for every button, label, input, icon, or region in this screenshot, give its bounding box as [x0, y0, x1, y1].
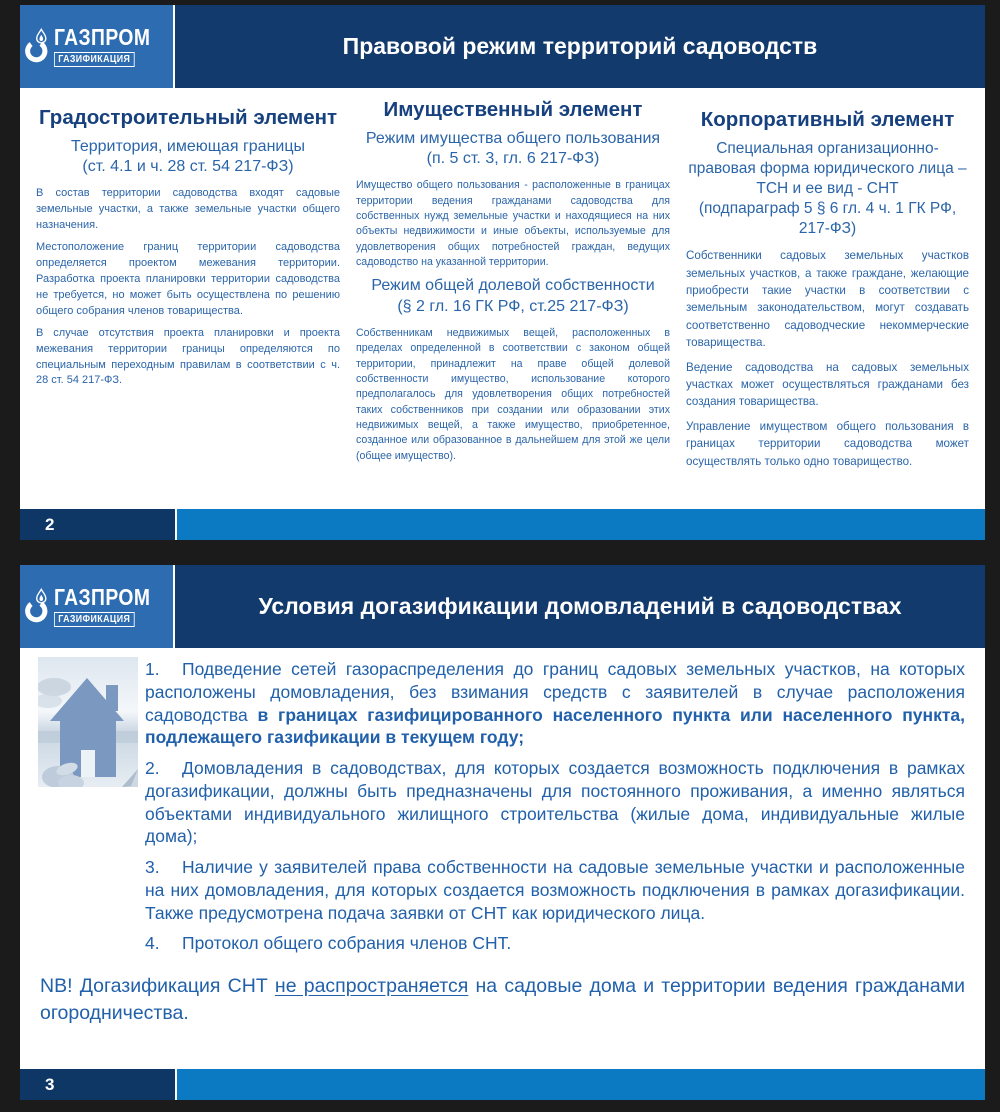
column-heading: Градостроительный элемент [38, 106, 338, 129]
list-item-number: 1. [145, 659, 160, 679]
conditions-list [145, 658, 965, 955]
list-item-text: Домовладения в садоводствах, для которых создается возможность подключения в рамках догазификации, должны быть предназначены для постоянного проживания, а именно являться объектами индивидуального жилищного строительства (жилые дома, индивидуальные жилые дома); [145, 758, 965, 847]
gazprom-flame-icon [24, 14, 51, 80]
list-item [145, 658, 965, 749]
column-subheading: Территория, имеющая границы [70, 137, 306, 155]
column-subheading: Режим общей долевой собственности [371, 277, 655, 295]
list-item-number: 4. [145, 933, 160, 954]
column-body [686, 247, 969, 470]
logo-division-label: ГАЗИФИКАЦИЯ [54, 52, 134, 68]
slide2-content [20, 648, 985, 1069]
slide1-header [20, 5, 985, 88]
list-item-text: Наличие у заявителей права собственности на садовые земельные участки и расположенные на них домовладения, для которых создается возможность подключения в рамках догазификации. Также предусмотрена подача заявки от СНТ как юридического лица. [145, 857, 965, 923]
page-number: 2 [20, 509, 177, 540]
slide2-header [20, 565, 985, 648]
column-heading: Имущественный элемент [383, 98, 643, 121]
column-subheading-ref: (§ 2 гл. 16 ГК РФ, ст.25 217-ФЗ) [397, 298, 629, 316]
slide-legal-regime [20, 5, 985, 540]
slide1-footer [20, 509, 985, 540]
paragraph: Ведение садоводства на садовых земельных участках может осуществляться гражданами без создания товарищества. [686, 360, 969, 409]
house-photo [38, 657, 138, 787]
paragraph: Собственники садовых земельных участков земельных участков, а также граждане, желающие приобрести такие участки в соответствии с земельным законодательством, могут создавать соответственно садоводческие некоммерческие товарищества. [686, 249, 969, 350]
column-subheading: Режим имущества общего пользования [365, 129, 661, 147]
list-item-number: 2. [145, 758, 160, 778]
column-heading: Корпоративный элемент [700, 108, 955, 131]
column-subheading: Специальная организационно-правовая форма юридического лица – ТСН и ее вид - СНТ [688, 139, 967, 197]
paragraph: Местоположение границ территории садоводства определяется проектом межевания территории. Разработка проекта планировки территории садоводства не требуется, но может быть осуществлена по решению общего собрания членов товарищества. [36, 240, 340, 317]
gazprom-logo [20, 5, 175, 88]
paragraph: Собственникам недвижимых вещей, расположенных в пределах определенной в соответствии с законом общей территории, принадлежит на праве общей долевой собственности имущество, использование которого предполагалось для удовлетворения общих потребностей таких собственников при создании или образовании этих недвижимых вещей, а также имущество, приобретенное, созданное или образованное в дальнейшем для этой же цели (общее имущество). [356, 326, 670, 462]
slide-gasification-conditions [20, 565, 985, 1100]
column-urban-planning [34, 96, 342, 477]
footer-accent-bar [177, 509, 985, 540]
gazprom-logo [20, 565, 175, 648]
list-item [145, 856, 965, 924]
nota-bene-text: NB! Догазификация СНТ не распространяется на садовые дома и территории ведения гражданами огородничества. [40, 975, 965, 1024]
slide1-columns [20, 88, 985, 477]
paragraph: В состав территории садоводства входят садовые земельные участки, а также земельные участки общего назначения. [36, 187, 340, 232]
column-body [356, 178, 670, 270]
list-item-text: Протокол общего собрания членов СНТ. [182, 933, 512, 954]
paragraph: Имущество общего пользования - расположенные в границах территории ведения гражданами садоводства для собственных нужд земельные участки и находящиеся на них объекты недвижимости и иные объекты, используемые для удовлетворения общих потребностей граждан, ведущих садоводство на указанной территории. [356, 179, 670, 268]
paragraph: Управление имуществом общего пользования в границах территории садоводства может осуществлять только одно товарищество. [686, 419, 969, 468]
column-body [36, 186, 340, 389]
gazprom-flame-icon [24, 574, 51, 640]
slide1-title: Правовой режим территорий садоводств [175, 5, 985, 88]
paragraph: В случае отсутствия проекта планировки и проекта межевания территории границы определяются по специальным переходным правилам в соответствии с ч. 28 ст. 54 217-ФЗ. [36, 326, 340, 387]
column-subheading-ref: (ст. 4.1 и ч. 28 ст. 54 217-ФЗ) [82, 158, 294, 176]
column-body [356, 326, 670, 464]
logo-brand-label: ГАЗПРОМ [54, 23, 151, 50]
column-subheading-ref: (п. 5 ст. 3, гл. 6 217-ФЗ) [426, 150, 600, 168]
list-item-text: Подведение сетей газораспределения до границ садовых земельных участков, на которых расположены домовладения, без взимания средств с заявителей в случае расположения садоводства в границах газифицированного населенного пункта или населенного пункта, подлежащего газификации в текущем году; [145, 659, 966, 748]
list-item [145, 757, 965, 848]
slide2-footer [20, 1069, 985, 1100]
list-item [145, 932, 965, 955]
gazprom-logo-text [54, 583, 151, 628]
column-corporate [684, 96, 971, 477]
footer-accent-bar [177, 1069, 985, 1100]
column-subheading-ref: (подпараграф 5 § 6 гл. 4 ч. 1 ГК РФ, 217-ФЗ) [698, 199, 957, 238]
list-item-number: 3. [145, 857, 160, 877]
column-property [354, 96, 672, 477]
page-number: 3 [20, 1069, 177, 1100]
slide2-title: Условия догазификации домовладений в садоводствах [175, 565, 985, 648]
logo-division-label: ГАЗИФИКАЦИЯ [54, 612, 134, 628]
logo-brand-label: ГАЗПРОМ [54, 583, 151, 610]
gazprom-logo-text [54, 23, 151, 68]
